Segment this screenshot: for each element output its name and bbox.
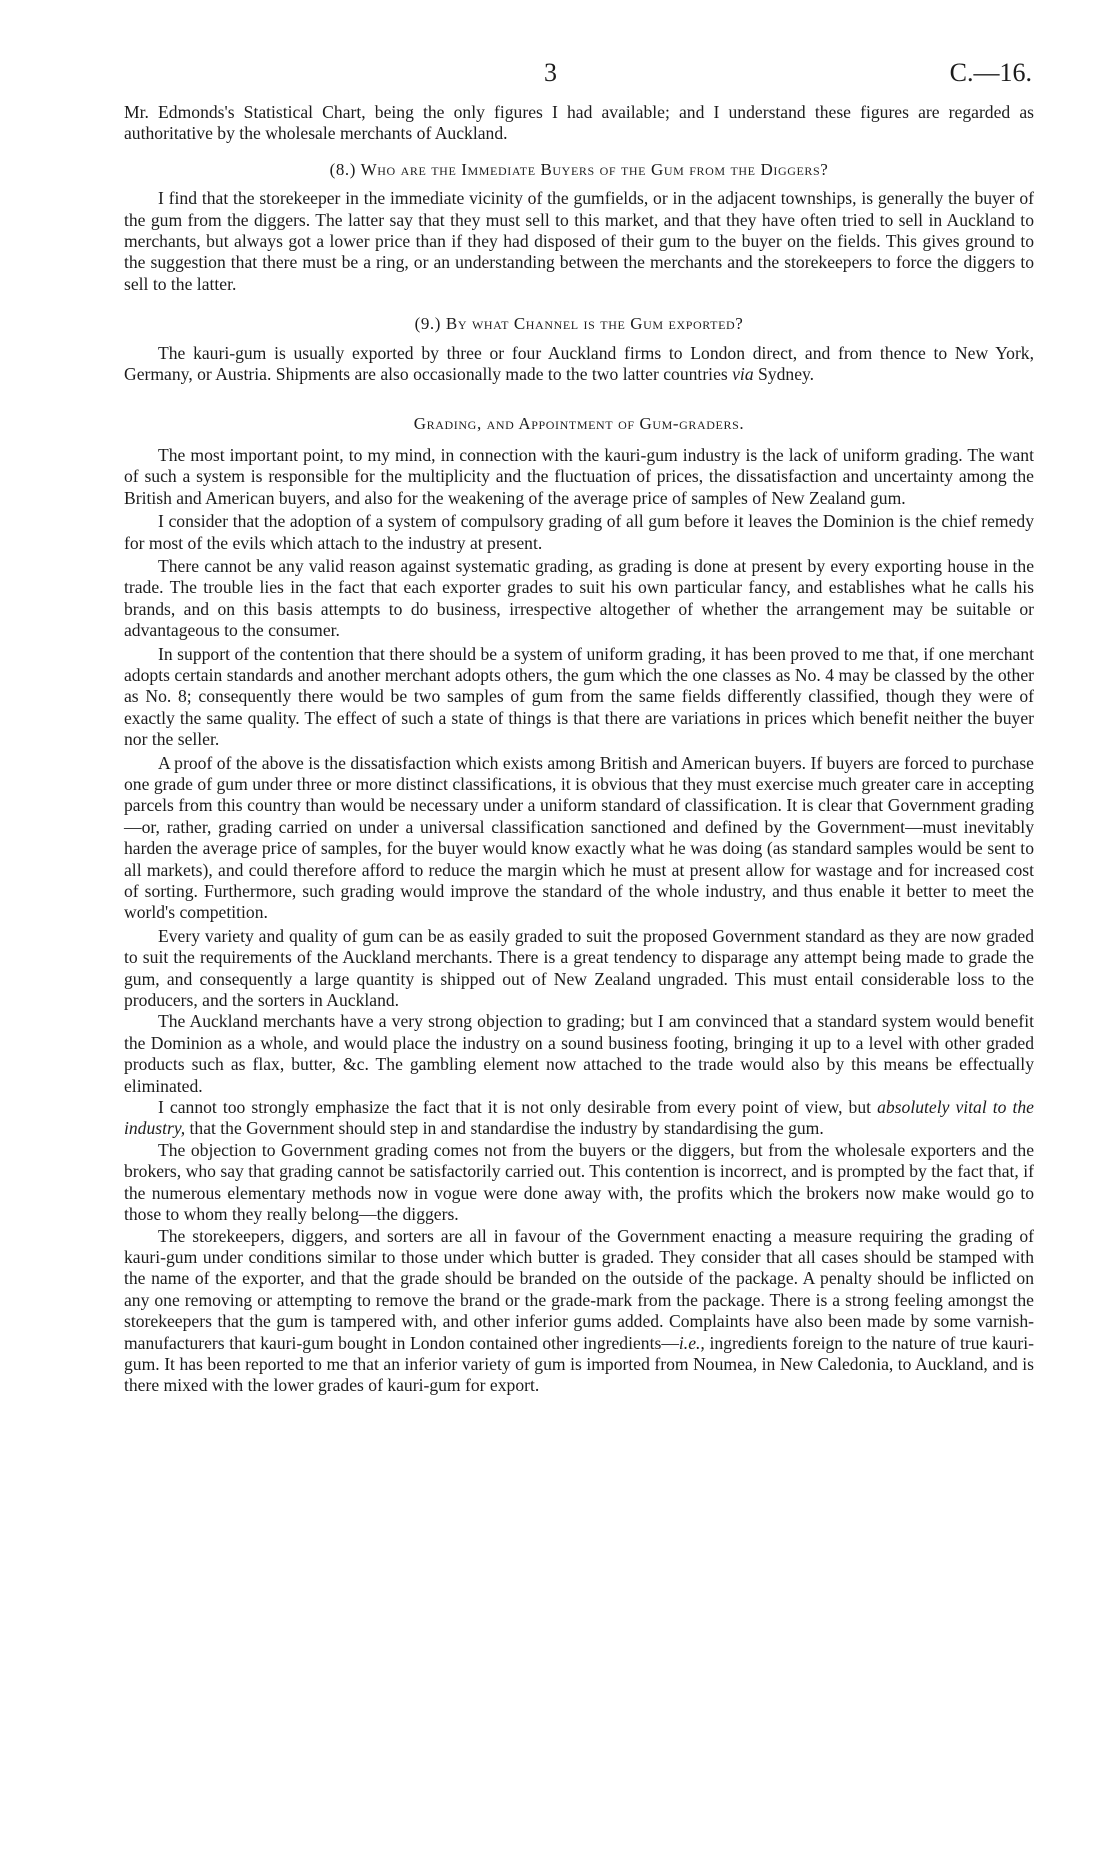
- italic-text: absolutely vital to the industry,: [124, 1097, 1034, 1139]
- paragraph-grading-10: [124, 1226, 1034, 1397]
- paragraph-buyers: I find that the storekeeper in the immediate vicinity of the gumfields, or in the adjacent townships, is generally the buyer of the gum from the diggers. The latter say that they must sell to this market, and that they have often tried to sell in Auckland to merchants, but always got a lower price than if they had disposed of their gum to the buyer on the fields. This gives ground to the suggestion that there must be a ring, or an understanding between the merchants and the storekeepers to force the diggers to sell to the latter.: [124, 188, 1034, 294]
- paragraph-grading-4: In support of the contention that there should be a system of uniform grading, it has been proved to me that, if one merchant adopts certain standards and another merchant adopts others, the gum which the one classes as No. 4 may be classed by the other as No. 8; consequently there would be two samples of gum from the same fields differently classified, though they were of exactly the same quality. The effect of such a state of things is that there are variations in prices which benefit neither the buyer nor the seller.: [124, 643, 1034, 750]
- text-span: that the Government should step in and standardise the industry by standardising the gum.: [185, 1118, 824, 1139]
- paragraph-export-channel: [124, 343, 1034, 386]
- paragraph-grading-2: I consider that the adoption of a system of compulsory grading of all gum before it leaves the Dominion is the chief remedy for most of the evils which attach to the industry at present.: [124, 511, 1034, 553]
- paragraph-grading-7: The Auckland merchants have a very strong objection to grading; but I am convinced that a standard system would benefit the Dominion as a whole, and would place the industry on a sound business footing, bringing it up to a level with other graded products such as flax, butter, &c. The gambling element now attached to the trade would also by this means be effectually eliminated.: [124, 1011, 1034, 1096]
- paragraph-grading-5: A proof of the above is the dissatisfaction which exists among British and American buyers. If buyers are forced to purchase one grade of gum under three or more distinct classifications, it is obvious that they must exercise much greater care in accepting parcels from this country than would be necessary under a uniform standard of classification. It is clear that Government grading—or, rather, grading carried on under a universal classification sanctioned and defined by the Government—must inevitably harden the average price of samples, for the buyer would know exactly what he was doing (as standard samples would be sent to all markets), and could therefore afford to reduce the margin which he must at present allow for wastage and for increased cost of sorting. Furthermore, such grading would improve the standard of the whole industry, and thus enable it better to meet the world's competition.: [124, 752, 1034, 923]
- document-reference: C.—16.: [949, 58, 1032, 87]
- paragraph-grading-3: There cannot be any valid reason against systematic grading, as grading is done at present by every exporting house in the trade. The trouble lies in the fact that each exporter grades to suit his own particular fancy, and establishes what he calls his brands, and on this basis attempts to do business, irrespective altogether of whether the arrangement may be suitable or advantageous to the consumer.: [124, 555, 1034, 641]
- section-heading-grading: Grading, and Appointment of Gum-graders.: [413, 414, 745, 434]
- section-heading-9: (9.) By what Channel is the Gum exported?: [414, 314, 744, 334]
- paragraph-grading-9: The objection to Government grading comes not from the buyers or the diggers, but from the wholesale exporters and the brokers, who say that grading cannot be satisfactorily carried out. This contention is incorrect, and is prompted by the fact that, if the numerous elementary methods now in vogue were done away with, the profits which the brokers now make would go to those to whom they really belong—the diggers.: [124, 1139, 1034, 1225]
- text-span: ingredients foreign to the nature of true kauri-gum. It has been reported to me that an inferior variety of gum is imported from Noumea, in New Caledonia, to Auckland, and is there mixed with the lower grades of kauri-gum for export.: [124, 1332, 1034, 1396]
- italic-text: i.e.,: [678, 1332, 705, 1353]
- paragraph-grading-1: The most important point, to my mind, in connection with the kauri-gum industry is the lack of uniform grading. The want of such a system is responsible for the multiplicity and the fluctuation of prices, the dissatisfaction and uncertainty among the British and American buyers, and also for the weakening of the average price of samples of New Zealand gum.: [124, 444, 1034, 508]
- italic-text: via: [732, 364, 754, 385]
- text-span: Sydney.: [753, 364, 815, 385]
- page-number: 3: [544, 58, 557, 87]
- paragraph-intro: Mr. Edmonds's Statistical Chart, being the only figures I had available; and I understand these figures are regarded as authoritative by the wholesale merchants of Auckland.: [124, 102, 1034, 144]
- paragraph-grading-6: Every variety and quality of gum can be as easily graded to suit the proposed Government standard as they are now graded to suit the requirements of the Auckland merchants. There is a great tendency to disparage any attempt being made to grade the gum, and consequently a large quantity is shipped out of New Zealand ungraded. This must entail considerable loss to the producers, and the sorters in Auckland.: [124, 925, 1034, 1011]
- document-page: [124, 58, 1034, 1397]
- section-heading-8: (8.) Who are the Immediate Buyers of the Gum from the Diggers?: [329, 159, 829, 179]
- page-header: [124, 58, 1034, 102]
- text-span: I cannot too strongly emphasize the fact that it is not only desirable from every point of view, but: [158, 1097, 878, 1118]
- text-span: The storekeepers, diggers, and sorters are all in favour of the Government enacting a measure requiring the grading of kauri-gum under conditions similar to those under which butter is graded. They consider that all cases should be stamped with the name of the exporter, and that the grade should be branded on the outside of the package. A penalty should be inflicted on any one removing or attempting to remove the brand or the grade-mark from the package. There is a strong feeling amongst the storekeepers that the gum is tampered with, and other inferior gums added. Complaints have also been made by some varnish-manufacturers that kauri-gum bought in London contained other ingredients—: [124, 1225, 1034, 1353]
- paragraph-grading-8: [124, 1097, 1034, 1140]
- text-span: The kauri-gum is usually exported by three or four Auckland firms to London direct, and from thence to New York, Germany, or Austria. Shipments are also occasionally made to the two latter countries: [124, 342, 1034, 385]
